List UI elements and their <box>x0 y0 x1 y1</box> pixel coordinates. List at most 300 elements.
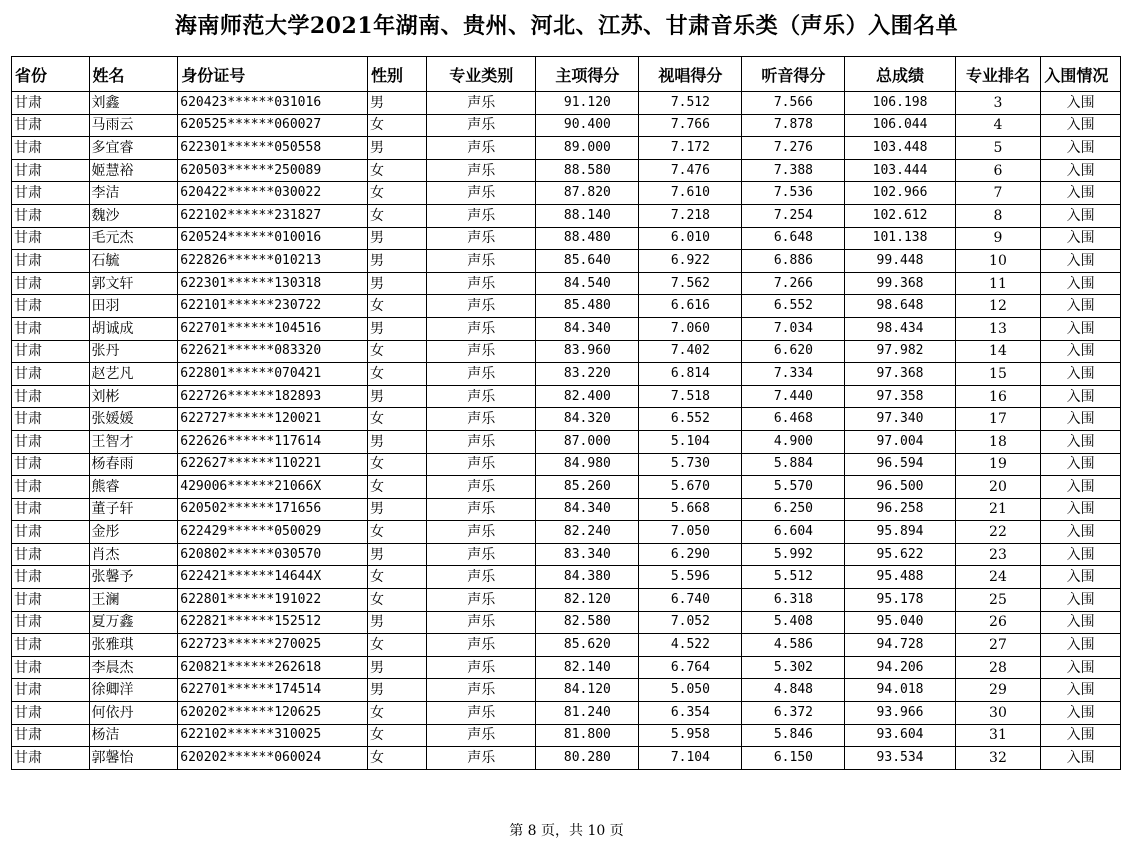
cell-major-rank: 18 <box>955 430 1041 453</box>
cell-ear-training-score: 7.334 <box>742 363 845 386</box>
cell-province: 甘肃 <box>12 182 90 205</box>
cell-name: 杨洁 <box>89 724 178 747</box>
cell-id-number: 620821******262618 <box>178 656 368 679</box>
cell-gender: 男 <box>368 250 427 273</box>
cell-admission-status: 入围 <box>1041 566 1121 589</box>
cell-province: 甘肃 <box>12 702 90 725</box>
cell-main-score: 84.380 <box>536 566 639 589</box>
cell-name: 李晨杰 <box>89 656 178 679</box>
cell-ear-training-score: 6.318 <box>742 589 845 612</box>
cell-sight-singing-score: 5.596 <box>639 566 742 589</box>
cell-total-score: 95.040 <box>845 611 955 634</box>
cell-sight-singing-score: 5.730 <box>639 453 742 476</box>
cell-gender: 男 <box>368 227 427 250</box>
cell-province: 甘肃 <box>12 408 90 431</box>
cell-gender: 女 <box>368 634 427 657</box>
header-id-number: 身份证号 <box>178 57 368 92</box>
cell-ear-training-score: 6.620 <box>742 340 845 363</box>
cell-ear-training-score: 7.440 <box>742 385 845 408</box>
cell-main-score: 84.340 <box>536 317 639 340</box>
cell-admission-status: 入围 <box>1041 498 1121 521</box>
cell-major-rank: 20 <box>955 476 1041 499</box>
cell-province: 甘肃 <box>12 295 90 318</box>
cell-major-rank: 4 <box>955 114 1041 137</box>
cell-admission-status: 入围 <box>1041 702 1121 725</box>
cell-total-score: 106.198 <box>845 92 955 115</box>
cell-major-category: 声乐 <box>427 227 536 250</box>
cell-ear-training-score: 5.408 <box>742 611 845 634</box>
cell-sight-singing-score: 6.552 <box>639 408 742 431</box>
cell-total-score: 97.340 <box>845 408 955 431</box>
cell-major-category: 声乐 <box>427 340 536 363</box>
cell-total-score: 97.982 <box>845 340 955 363</box>
cell-sight-singing-score: 6.814 <box>639 363 742 386</box>
cell-main-score: 82.580 <box>536 611 639 634</box>
cell-total-score: 93.534 <box>845 747 955 770</box>
table-row <box>12 340 1121 363</box>
cell-gender: 男 <box>368 656 427 679</box>
cell-province: 甘肃 <box>12 272 90 295</box>
cell-major-category: 声乐 <box>427 295 536 318</box>
cell-id-number: 622801******191022 <box>178 589 368 612</box>
cell-main-score: 81.800 <box>536 724 639 747</box>
cell-ear-training-score: 7.566 <box>742 92 845 115</box>
cell-admission-status: 入围 <box>1041 137 1121 160</box>
cell-main-score: 90.400 <box>536 114 639 137</box>
cell-ear-training-score: 6.648 <box>742 227 845 250</box>
cell-ear-training-score: 5.992 <box>742 543 845 566</box>
cell-admission-status: 入围 <box>1041 363 1121 386</box>
cell-name: 董子轩 <box>89 498 178 521</box>
table-row <box>12 182 1121 205</box>
cell-major-category: 声乐 <box>427 92 536 115</box>
cell-ear-training-score: 7.034 <box>742 317 845 340</box>
cell-main-score: 82.120 <box>536 589 639 612</box>
cell-admission-status: 入围 <box>1041 611 1121 634</box>
cell-admission-status: 入围 <box>1041 521 1121 544</box>
cell-major-category: 声乐 <box>427 724 536 747</box>
cell-major-category: 声乐 <box>427 679 536 702</box>
cell-name: 多宜睿 <box>89 137 178 160</box>
cell-gender: 男 <box>368 272 427 295</box>
cell-total-score: 102.612 <box>845 204 955 227</box>
cell-id-number: 622826******010213 <box>178 250 368 273</box>
cell-main-score: 84.980 <box>536 453 639 476</box>
table-row <box>12 272 1121 295</box>
cell-main-score: 88.580 <box>536 159 639 182</box>
cell-admission-status: 入围 <box>1041 92 1121 115</box>
cell-id-number: 620202******060024 <box>178 747 368 770</box>
table-header-row <box>12 57 1121 92</box>
cell-sight-singing-score: 7.060 <box>639 317 742 340</box>
cell-ear-training-score: 6.604 <box>742 521 845 544</box>
table-row <box>12 385 1121 408</box>
cell-gender: 女 <box>368 476 427 499</box>
table-row <box>12 430 1121 453</box>
cell-admission-status: 入围 <box>1041 227 1121 250</box>
cell-total-score: 96.258 <box>845 498 955 521</box>
cell-admission-status: 入围 <box>1041 476 1121 499</box>
cell-total-score: 95.894 <box>845 521 955 544</box>
cell-sight-singing-score: 7.218 <box>639 204 742 227</box>
cell-name: 田羽 <box>89 295 178 318</box>
cell-total-score: 97.004 <box>845 430 955 453</box>
cell-province: 甘肃 <box>12 679 90 702</box>
cell-name: 夏万鑫 <box>89 611 178 634</box>
cell-total-score: 96.594 <box>845 453 955 476</box>
cell-province: 甘肃 <box>12 656 90 679</box>
cell-name: 郭馨怡 <box>89 747 178 770</box>
table-row <box>12 317 1121 340</box>
cell-total-score: 93.604 <box>845 724 955 747</box>
cell-gender: 男 <box>368 498 427 521</box>
header-province: 省份 <box>12 57 90 92</box>
cell-gender: 男 <box>368 543 427 566</box>
cell-major-rank: 27 <box>955 634 1041 657</box>
cell-major-category: 声乐 <box>427 634 536 657</box>
cell-gender: 男 <box>368 385 427 408</box>
cell-admission-status: 入围 <box>1041 589 1121 612</box>
cell-main-score: 87.820 <box>536 182 639 205</box>
cell-id-number: 620524******010016 <box>178 227 368 250</box>
cell-admission-status: 入围 <box>1041 159 1121 182</box>
cell-id-number: 622621******083320 <box>178 340 368 363</box>
cell-total-score: 95.178 <box>845 589 955 612</box>
cell-total-score: 101.138 <box>845 227 955 250</box>
cell-total-score: 98.434 <box>845 317 955 340</box>
table-row <box>12 589 1121 612</box>
cell-province: 甘肃 <box>12 566 90 589</box>
cell-sight-singing-score: 7.402 <box>639 340 742 363</box>
cell-main-score: 83.960 <box>536 340 639 363</box>
table-row <box>12 521 1121 544</box>
cell-main-score: 83.220 <box>536 363 639 386</box>
cell-name: 赵艺凡 <box>89 363 178 386</box>
cell-id-number: 620525******060027 <box>178 114 368 137</box>
table-row <box>12 724 1121 747</box>
cell-major-category: 声乐 <box>427 747 536 770</box>
cell-major-category: 声乐 <box>427 317 536 340</box>
cell-gender: 男 <box>368 317 427 340</box>
cell-admission-status: 入围 <box>1041 250 1121 273</box>
cell-major-category: 声乐 <box>427 611 536 634</box>
cell-province: 甘肃 <box>12 634 90 657</box>
cell-ear-training-score: 4.848 <box>742 679 845 702</box>
header-name: 姓名 <box>89 57 178 92</box>
table-row <box>12 159 1121 182</box>
cell-major-category: 声乐 <box>427 363 536 386</box>
cell-major-category: 声乐 <box>427 521 536 544</box>
cell-main-score: 88.140 <box>536 204 639 227</box>
table-row <box>12 702 1121 725</box>
cell-ear-training-score: 5.302 <box>742 656 845 679</box>
cell-total-score: 94.206 <box>845 656 955 679</box>
cell-main-score: 84.120 <box>536 679 639 702</box>
cell-ear-training-score: 4.586 <box>742 634 845 657</box>
cell-province: 甘肃 <box>12 137 90 160</box>
cell-major-rank: 31 <box>955 724 1041 747</box>
cell-major-rank: 12 <box>955 295 1041 318</box>
cell-main-score: 84.340 <box>536 498 639 521</box>
cell-total-score: 96.500 <box>845 476 955 499</box>
cell-ear-training-score: 7.388 <box>742 159 845 182</box>
cell-name: 李洁 <box>89 182 178 205</box>
cell-ear-training-score: 6.552 <box>742 295 845 318</box>
cell-sight-singing-score: 5.958 <box>639 724 742 747</box>
cell-province: 甘肃 <box>12 430 90 453</box>
cell-ear-training-score: 7.878 <box>742 114 845 137</box>
cell-province: 甘肃 <box>12 317 90 340</box>
cell-province: 甘肃 <box>12 521 90 544</box>
cell-province: 甘肃 <box>12 747 90 770</box>
cell-main-score: 85.260 <box>536 476 639 499</box>
table-row <box>12 679 1121 702</box>
cell-gender: 男 <box>368 430 427 453</box>
cell-admission-status: 入围 <box>1041 747 1121 770</box>
cell-ear-training-score: 6.886 <box>742 250 845 273</box>
cell-province: 甘肃 <box>12 498 90 521</box>
cell-ear-training-score: 6.150 <box>742 747 845 770</box>
cell-ear-training-score: 7.254 <box>742 204 845 227</box>
cell-total-score: 106.044 <box>845 114 955 137</box>
cell-major-rank: 30 <box>955 702 1041 725</box>
cell-id-number: 622102******231827 <box>178 204 368 227</box>
cell-name: 王澜 <box>89 589 178 612</box>
cell-sight-singing-score: 7.562 <box>639 272 742 295</box>
table-row <box>12 656 1121 679</box>
cell-id-number: 620202******120625 <box>178 702 368 725</box>
cell-ear-training-score: 7.266 <box>742 272 845 295</box>
cell-province: 甘肃 <box>12 227 90 250</box>
cell-province: 甘肃 <box>12 476 90 499</box>
cell-admission-status: 入围 <box>1041 634 1121 657</box>
cell-ear-training-score: 5.846 <box>742 724 845 747</box>
cell-province: 甘肃 <box>12 159 90 182</box>
cell-major-category: 声乐 <box>427 385 536 408</box>
cell-major-category: 声乐 <box>427 430 536 453</box>
cell-ear-training-score: 7.276 <box>742 137 845 160</box>
cell-sight-singing-score: 6.616 <box>639 295 742 318</box>
cell-gender: 男 <box>368 611 427 634</box>
table-row <box>12 204 1121 227</box>
cell-major-rank: 24 <box>955 566 1041 589</box>
cell-id-number: 622301******130318 <box>178 272 368 295</box>
cell-sight-singing-score: 7.104 <box>639 747 742 770</box>
cell-name: 王智才 <box>89 430 178 453</box>
cell-major-rank: 25 <box>955 589 1041 612</box>
cell-province: 甘肃 <box>12 589 90 612</box>
cell-id-number: 622429******050029 <box>178 521 368 544</box>
cell-gender: 男 <box>368 679 427 702</box>
cell-name: 石毓 <box>89 250 178 273</box>
cell-total-score: 95.488 <box>845 566 955 589</box>
cell-admission-status: 入围 <box>1041 679 1121 702</box>
cell-major-rank: 21 <box>955 498 1041 521</box>
cell-sight-singing-score: 5.668 <box>639 498 742 521</box>
cell-major-category: 声乐 <box>427 272 536 295</box>
cell-main-score: 82.140 <box>536 656 639 679</box>
cell-admission-status: 入围 <box>1041 340 1121 363</box>
cell-sight-singing-score: 7.512 <box>639 92 742 115</box>
cell-gender: 女 <box>368 340 427 363</box>
cell-major-rank: 11 <box>955 272 1041 295</box>
cell-total-score: 103.448 <box>845 137 955 160</box>
cell-major-category: 声乐 <box>427 476 536 499</box>
cell-total-score: 103.444 <box>845 159 955 182</box>
cell-name: 马雨云 <box>89 114 178 137</box>
cell-admission-status: 入围 <box>1041 317 1121 340</box>
cell-major-rank: 9 <box>955 227 1041 250</box>
cell-total-score: 94.728 <box>845 634 955 657</box>
cell-gender: 女 <box>368 204 427 227</box>
cell-sight-singing-score: 6.764 <box>639 656 742 679</box>
cell-main-score: 85.480 <box>536 295 639 318</box>
cell-main-score: 82.240 <box>536 521 639 544</box>
cell-sight-singing-score: 5.670 <box>639 476 742 499</box>
table-row <box>12 543 1121 566</box>
cell-major-rank: 6 <box>955 159 1041 182</box>
cell-major-category: 声乐 <box>427 204 536 227</box>
table-row <box>12 566 1121 589</box>
cell-major-category: 声乐 <box>427 408 536 431</box>
cell-sight-singing-score: 7.518 <box>639 385 742 408</box>
cell-sight-singing-score: 6.740 <box>639 589 742 612</box>
cell-sight-singing-score: 6.922 <box>639 250 742 273</box>
admission-table <box>11 56 1121 770</box>
cell-major-rank: 26 <box>955 611 1041 634</box>
cell-name: 刘彬 <box>89 385 178 408</box>
cell-id-number: 620503******250089 <box>178 159 368 182</box>
cell-major-category: 声乐 <box>427 656 536 679</box>
cell-name: 肖杰 <box>89 543 178 566</box>
cell-sight-singing-score: 6.010 <box>639 227 742 250</box>
cell-name: 熊睿 <box>89 476 178 499</box>
cell-gender: 男 <box>368 92 427 115</box>
cell-main-score: 80.280 <box>536 747 639 770</box>
cell-major-rank: 22 <box>955 521 1041 544</box>
cell-name: 魏沙 <box>89 204 178 227</box>
cell-major-rank: 15 <box>955 363 1041 386</box>
cell-gender: 女 <box>368 159 427 182</box>
cell-sight-singing-score: 6.354 <box>639 702 742 725</box>
table-row <box>12 498 1121 521</box>
cell-admission-status: 入围 <box>1041 408 1121 431</box>
cell-id-number: 622801******070421 <box>178 363 368 386</box>
cell-name: 姬慧裕 <box>89 159 178 182</box>
cell-ear-training-score: 5.570 <box>742 476 845 499</box>
header-ear-training-score: 听音得分 <box>742 57 845 92</box>
cell-province: 甘肃 <box>12 385 90 408</box>
cell-gender: 女 <box>368 182 427 205</box>
cell-province: 甘肃 <box>12 543 90 566</box>
table-row <box>12 363 1121 386</box>
cell-name: 徐卿洋 <box>89 679 178 702</box>
cell-province: 甘肃 <box>12 724 90 747</box>
header-total-score: 总成绩 <box>845 57 955 92</box>
cell-main-score: 89.000 <box>536 137 639 160</box>
cell-ear-training-score: 5.512 <box>742 566 845 589</box>
cell-name: 郭文轩 <box>89 272 178 295</box>
cell-name: 胡诚成 <box>89 317 178 340</box>
cell-admission-status: 入围 <box>1041 182 1121 205</box>
cell-province: 甘肃 <box>12 92 90 115</box>
cell-name: 刘鑫 <box>89 92 178 115</box>
cell-ear-training-score: 6.250 <box>742 498 845 521</box>
cell-sight-singing-score: 5.050 <box>639 679 742 702</box>
cell-ear-training-score: 6.468 <box>742 408 845 431</box>
cell-total-score: 98.648 <box>845 295 955 318</box>
cell-sight-singing-score: 7.766 <box>639 114 742 137</box>
table-row <box>12 453 1121 476</box>
cell-gender: 女 <box>368 295 427 318</box>
cell-major-rank: 14 <box>955 340 1041 363</box>
cell-id-number: 620423******031016 <box>178 92 368 115</box>
cell-admission-status: 入围 <box>1041 656 1121 679</box>
cell-major-rank: 28 <box>955 656 1041 679</box>
cell-total-score: 99.448 <box>845 250 955 273</box>
cell-gender: 女 <box>368 363 427 386</box>
cell-gender: 女 <box>368 114 427 137</box>
table-row <box>12 295 1121 318</box>
table-row <box>12 611 1121 634</box>
cell-id-number: 622701******174514 <box>178 679 368 702</box>
table-row <box>12 250 1121 273</box>
cell-name: 何依丹 <box>89 702 178 725</box>
cell-name: 张馨予 <box>89 566 178 589</box>
cell-main-score: 84.320 <box>536 408 639 431</box>
cell-name: 金彤 <box>89 521 178 544</box>
cell-major-category: 声乐 <box>427 589 536 612</box>
cell-admission-status: 入围 <box>1041 295 1121 318</box>
cell-major-rank: 23 <box>955 543 1041 566</box>
cell-gender: 女 <box>368 453 427 476</box>
cell-major-category: 声乐 <box>427 137 536 160</box>
cell-main-score: 81.240 <box>536 702 639 725</box>
table-row <box>12 634 1121 657</box>
header-admission-status: 入围情况 <box>1041 57 1121 92</box>
cell-gender: 女 <box>368 747 427 770</box>
header-sight-singing-score: 视唱得分 <box>639 57 742 92</box>
cell-sight-singing-score: 7.476 <box>639 159 742 182</box>
table-row <box>12 114 1121 137</box>
cell-admission-status: 入围 <box>1041 385 1121 408</box>
cell-sight-singing-score: 7.172 <box>639 137 742 160</box>
cell-admission-status: 入围 <box>1041 272 1121 295</box>
cell-admission-status: 入围 <box>1041 724 1121 747</box>
cell-id-number: 620502******171656 <box>178 498 368 521</box>
cell-province: 甘肃 <box>12 453 90 476</box>
cell-sight-singing-score: 6.290 <box>639 543 742 566</box>
cell-major-category: 声乐 <box>427 114 536 137</box>
cell-id-number: 622723******270025 <box>178 634 368 657</box>
cell-id-number: 622726******182893 <box>178 385 368 408</box>
cell-total-score: 94.018 <box>845 679 955 702</box>
cell-province: 甘肃 <box>12 204 90 227</box>
cell-major-rank: 7 <box>955 182 1041 205</box>
cell-major-category: 声乐 <box>427 453 536 476</box>
cell-province: 甘肃 <box>12 250 90 273</box>
cell-gender: 女 <box>368 408 427 431</box>
header-major-rank: 专业排名 <box>955 57 1041 92</box>
cell-name: 张雅琪 <box>89 634 178 657</box>
cell-total-score: 95.622 <box>845 543 955 566</box>
cell-sight-singing-score: 7.610 <box>639 182 742 205</box>
cell-main-score: 85.640 <box>536 250 639 273</box>
cell-id-number: 622727******120021 <box>178 408 368 431</box>
cell-total-score: 97.368 <box>845 363 955 386</box>
cell-main-score: 87.000 <box>536 430 639 453</box>
cell-admission-status: 入围 <box>1041 430 1121 453</box>
